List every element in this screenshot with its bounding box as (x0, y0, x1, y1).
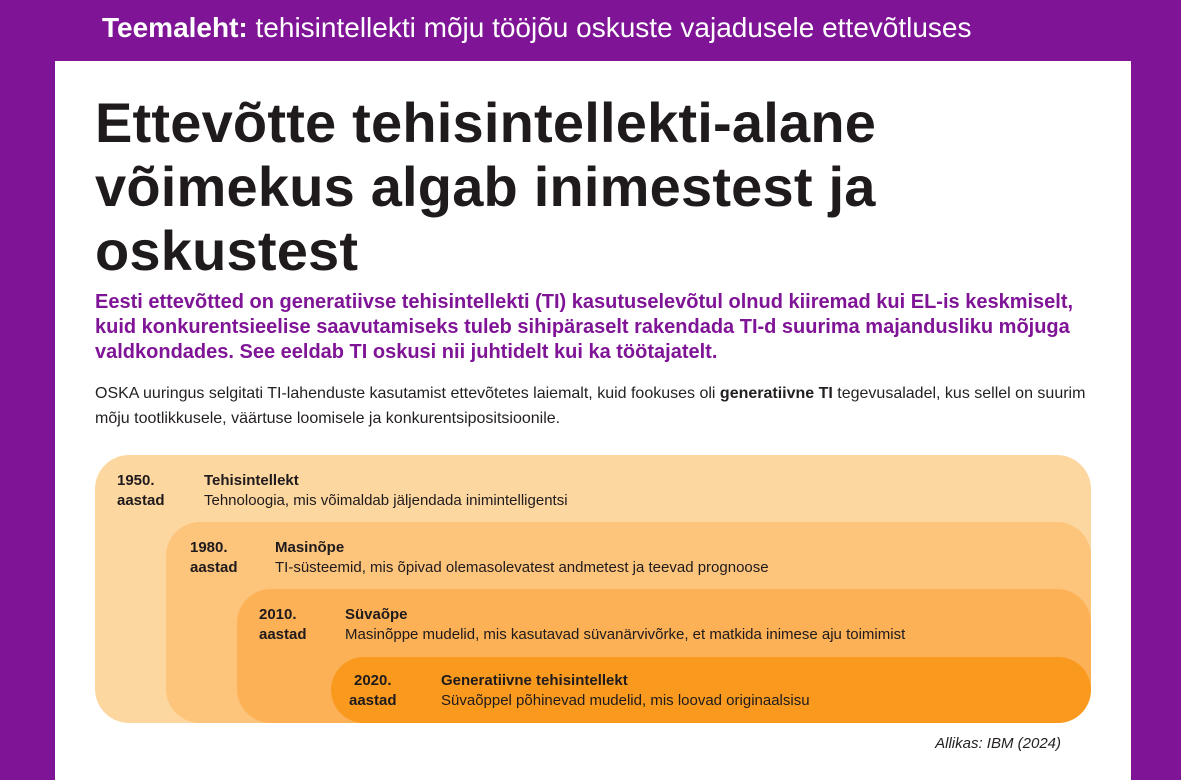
era-description: Süvaõppel põhinevad mudelid, mis loovad originaalsisu (441, 692, 810, 709)
era-year-line1: 2010. (259, 606, 297, 623)
lead-paragraph: Eesti ettevõtted on generatiivse tehisintellekti (TI) kasutuselevõtul olnud kiiremad kui EL-is keskmiselt, kuid konkurentsieelise saavutamiseks tuleb sihipäraselt rakendada TI-d suurima majandusliku mõjuga valdkondades. See eeldab TI oskusi nii juhtidelt kui ka töötajatelt. (95, 291, 1074, 363)
era-year (117, 471, 165, 511)
era-year (190, 538, 238, 578)
body-text-part1: OSKA uuringus selgitati TI-lahenduste kasutamist ettevõtetes laiemalt, kuid fookuses oli (95, 385, 720, 402)
era-name: Masinõpe (275, 539, 345, 556)
era-year-line2: aastad (259, 626, 307, 643)
top-banner (0, 0, 1181, 58)
era-year-line1: 1950. (117, 472, 155, 489)
era-year-line2: aastad (349, 692, 397, 709)
era-description: Tehnoloogia, mis võimaldab jäljendada inimintelligentsi (204, 492, 568, 509)
body-text-bold: generatiivne TI (719, 385, 833, 402)
era-year-line1: 2020. (353, 672, 392, 689)
page-title: Ettevõtte tehisintellekti-alane võimekus algab inimestest ja oskustest (95, 91, 877, 282)
banner-label: Teemaleht: (102, 12, 248, 43)
banner-text (102, 8, 972, 48)
era-description: Masinõppe mudelid, mis kasutavad süvanärvivõrke, et matkida inimese aju toimimist (345, 626, 906, 643)
era-year (259, 605, 307, 645)
content-card (55, 61, 1131, 780)
era-year (349, 671, 397, 711)
era-band-2020 (331, 657, 1091, 723)
era-year-line1: 1980. (190, 539, 228, 556)
era-description: TI-süsteemid, mis õpivad olemasolevatest andmetest ja teevad prognoose (275, 559, 769, 576)
body-paragraph (95, 381, 1105, 431)
source-note: Allikas: IBM (2024) (935, 735, 1061, 752)
era-year-line2: aastad (190, 559, 238, 576)
era-name: Generatiivne tehisintellekt (441, 672, 628, 689)
banner-topic: tehisintellekti mõju tööjõu oskuste vajadusele ettevõtluses (255, 12, 972, 43)
era-name: Süvaõpe (345, 606, 408, 623)
era-name: Tehisintellekt (204, 472, 299, 489)
body-text-part2: tegevusaladel, kus sellel on suurim mõju tootlikkusele, väärtuse loomisele ja konkurentsipositsioonile. (95, 385, 1086, 427)
era-year-line2: aastad (117, 492, 165, 509)
